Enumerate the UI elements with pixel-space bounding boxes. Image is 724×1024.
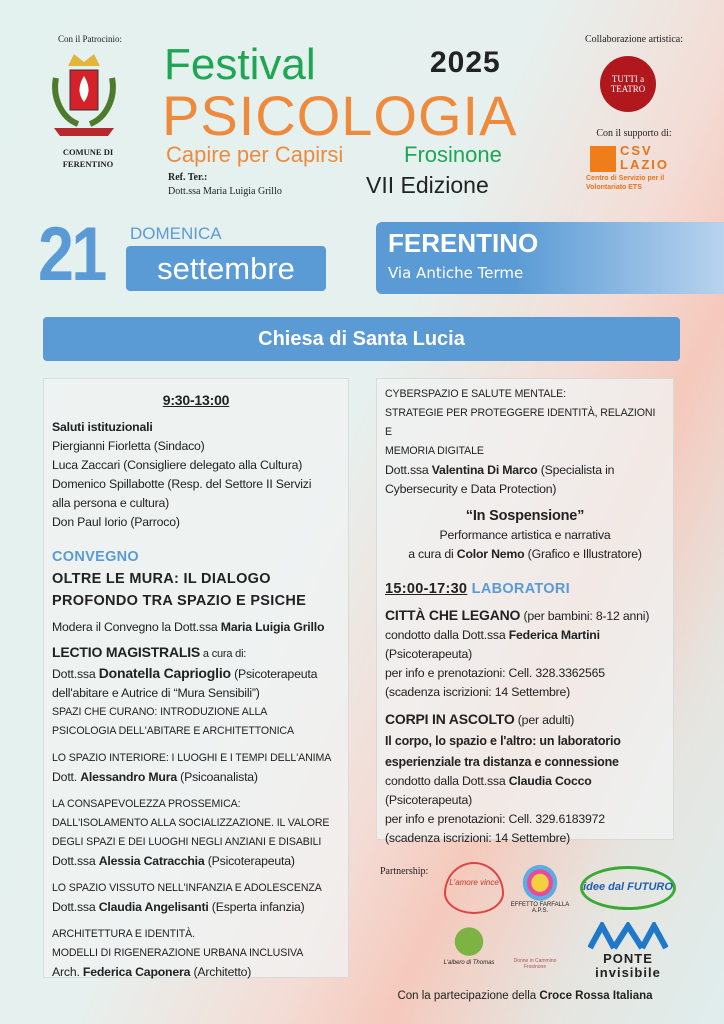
csv-logo-mark-icon [590, 146, 616, 172]
partner-logo-donne-in-cammino: Donne in Cammino Frosinone [513, 958, 557, 970]
afternoon-time: 15:00-17:30 [385, 581, 468, 597]
lab-target: (per adulti) [514, 713, 575, 727]
morning-program-panel [43, 378, 349, 978]
csv-logo: CSV LAZIO [620, 143, 669, 172]
performance-description: Performance artistica e narrativa [439, 528, 611, 542]
performance-title: “In Sospensione” [465, 508, 585, 524]
talk-title: LO SPAZIO VISSUTO NELL'INFANZIA E ADOLESCENZA [52, 882, 322, 894]
ferentino-coat-of-arms-icon [48, 48, 120, 140]
partnership-label: Partnership: [380, 866, 429, 877]
ponte-bridge-icon [588, 922, 668, 950]
location-city: FERENTINO [388, 228, 539, 258]
talk-title: ARCHITETTURA E IDENTITÀ. [52, 928, 195, 940]
location-street: Via Antiche Terme [388, 264, 524, 282]
partner-logo-effetto-farfalla: EFFETTO FARFALLA A.P.S. [510, 862, 570, 914]
talk-title: CYBERSPAZIO E SALUTE MENTALE: [385, 388, 566, 400]
croce-rossa-label: Croce Rossa Italiana [539, 990, 653, 1002]
speaker-line [52, 852, 340, 871]
speaker-name: Alessia Catracchia [98, 854, 205, 868]
lab-deadline: (scadenza iscrizioni: 14 Settembre) [385, 831, 571, 845]
speaker-line [52, 768, 340, 787]
edition-label: VII Edizione [366, 172, 489, 198]
speaker-role: dell'abitare e Autrice di “Mura Sensibili”) [52, 686, 260, 700]
lab-conductor-role: (Psicoterapeuta) [385, 647, 473, 661]
csv-subtitle: Centro di Servizio per il Volontariato ETS [586, 175, 665, 191]
festival-year: 2025 [430, 46, 501, 79]
speaker-line [52, 963, 340, 982]
speaker-name: Alessandro Mura [80, 770, 177, 784]
city-label: Frosinone [404, 142, 502, 167]
partner-logo-amore-vince: L'amore vince [444, 862, 504, 914]
performer-role: (Grafico e Illustratore) [524, 547, 642, 561]
speaker-title: Dott.ssa [52, 900, 99, 914]
footer-credit [376, 990, 674, 1002]
speaker-name: Valentina Di Marco [431, 463, 538, 477]
support-label: Con il supporto di: [596, 128, 672, 139]
ref-label: Ref. Ter.: [168, 172, 208, 183]
tagline: Capire per Capirsi [166, 142, 344, 167]
speaker-title: Arch. [52, 965, 83, 979]
speaker-line [52, 664, 340, 684]
greeter: Luca Zaccari (Consigliere delegato alla Cultura) [52, 458, 303, 472]
lab-conductor: Claudia Cocco [508, 774, 592, 788]
greeter: Don Paul Iorio (Parroco) [52, 515, 180, 529]
partner-logo-ponte-invisibile: PONTE invisibile [595, 951, 661, 980]
speaker-name: Federica Caponera [82, 965, 191, 979]
greeter: Piergianni Fiorletta (Sindaco) [52, 439, 205, 453]
greeter: Domenico Spillabotte (Resp. del Settore II Servizi [52, 477, 312, 491]
collab-label: Collaborazione artistica: [584, 34, 684, 45]
tutti-a-teatro-logo: TUTTI a TEATRO [600, 56, 656, 112]
talk-title: DALL'ISOLAMENTO ALLA SOCIALIZZAZIONE. IL VALORE [52, 817, 330, 829]
talk-title: LA CONSAPEVOLEZZA PROSSEMICA: [52, 798, 241, 810]
speaker-title: Dott.ssa [52, 667, 99, 681]
performance-by: a cura di [408, 547, 457, 561]
speaker-role: (Psicoterapeuta [230, 667, 318, 681]
speaker-role: (Specialista in [537, 463, 615, 477]
lab-contact: per info e prenotazioni: Cell. 328.3362565 [385, 666, 605, 680]
comune-label: COMUNE DI FERENTINO [62, 147, 114, 169]
speaker-title: Dott. [52, 770, 81, 784]
saluti-heading: Saluti istituzionali [52, 420, 153, 434]
talk-title: DEGLI SPAZI E DEI LUOGHI NEGLI ANZIANI E DISABILI [52, 836, 322, 848]
convegno-title-line: OLTRE LE MURA: IL DIALOGO [52, 571, 271, 587]
talk-title: SPAZI CHE CURANO: INTRODUZIONE ALLA [52, 706, 268, 718]
partner-logo-idee-dal-futuro: idee dal FUTURO [580, 866, 676, 910]
speaker-name: Claudia Angelisanti [98, 900, 209, 914]
talk-title: MODELLI DI RIGENERAZIONE URBANA INCLUSIVA [52, 947, 304, 959]
lectio-label: LECTIO MAGISTRALIS [52, 644, 201, 660]
talk-title: LO SPAZIO INTERIORE: I LUOGHI E I TEMPI DELL'ANIMA [52, 752, 332, 764]
lab-title: CITTÀ CHE LEGANO [385, 607, 521, 623]
afternoon-program-panel [376, 378, 674, 845]
lab-subtitle: Il corpo, lo spazio e l'altro: un laboratorio [385, 734, 621, 748]
lab-contact: per info e prenotazioni: Cell. 329.6183972 [385, 812, 605, 826]
speaker-line [52, 898, 340, 917]
patronage-label: Con il Patrocinio: [58, 34, 122, 44]
convegno-title-line: PROFONDO TRA SPAZIO E PSICHE [52, 593, 307, 609]
lab-conductor-role: (Psicoterapeuta) [385, 793, 473, 807]
speaker-role: (Esperta infanzia) [208, 900, 305, 914]
morning-time: 9:30-13:00 [162, 392, 230, 408]
moderator-pre: Modera il Convegno la Dott.ssa [52, 620, 221, 634]
ref-name: Dott.ssa Maria Luigia Grillo [168, 186, 282, 197]
performer-name: Color Nemo [456, 547, 525, 561]
lab-title: CORPI IN ASCOLTO [385, 711, 515, 727]
date-month: settembre [126, 246, 326, 291]
convegno-label: CONVEGNO [52, 549, 139, 565]
festival-title: Festival [164, 40, 316, 89]
speaker-title: Dott.ssa [52, 854, 99, 868]
partner-logo-albero-di-thomas: L'albero di Thomas [440, 922, 498, 978]
lab-conductor-pre: condotto dalla Dott.ssa [385, 774, 509, 788]
location-box [376, 222, 724, 294]
lectio-cura: a cura di: [200, 648, 247, 660]
date-weekday: DOMENICA [130, 224, 222, 243]
speaker-role: (Psicoanalista) [176, 770, 258, 784]
lab-deadline: (scadenza iscrizioni: 14 Settembre) [385, 685, 571, 699]
greeter: alla persona e cultura) [52, 496, 170, 510]
speaker-role: (Architetto) [190, 965, 252, 979]
laboratori-label: LABORATORI [471, 581, 570, 597]
psicologia-title: PSICOLOGIA [162, 84, 518, 147]
lab-target: (per bambini: 8-12 anni) [520, 609, 650, 623]
date-day: 21 [38, 212, 105, 297]
lab-conductor-pre: condotto dalla Dott.ssa [385, 628, 509, 642]
speaker-name: Donatella Caprioglio [98, 665, 231, 681]
moderator-name: Maria Luigia Grillo [220, 620, 325, 634]
venue-banner: Chiesa di Santa Lucia [43, 317, 680, 361]
talk-title: STRATEGIE PER PROTEGGERE IDENTITÀ, RELAZIONI E [385, 407, 656, 438]
speaker-role: (Psicoterapeuta) [204, 854, 295, 868]
speaker-role: Cybersecurity e Data Protection) [385, 482, 557, 496]
lab-subtitle: esperienziale tra distanza e connessione [385, 755, 619, 769]
speaker-title: Dott.ssa [385, 463, 432, 477]
footer-pre: Con la partecipazione della [397, 990, 540, 1002]
talk-title: MEMORIA DIGITALE [385, 445, 484, 457]
talk-title: PSICOLOGIA DELL'ABITARE E ARCHITETTONICA [52, 725, 294, 737]
lab-conductor: Federica Martini [508, 628, 600, 642]
